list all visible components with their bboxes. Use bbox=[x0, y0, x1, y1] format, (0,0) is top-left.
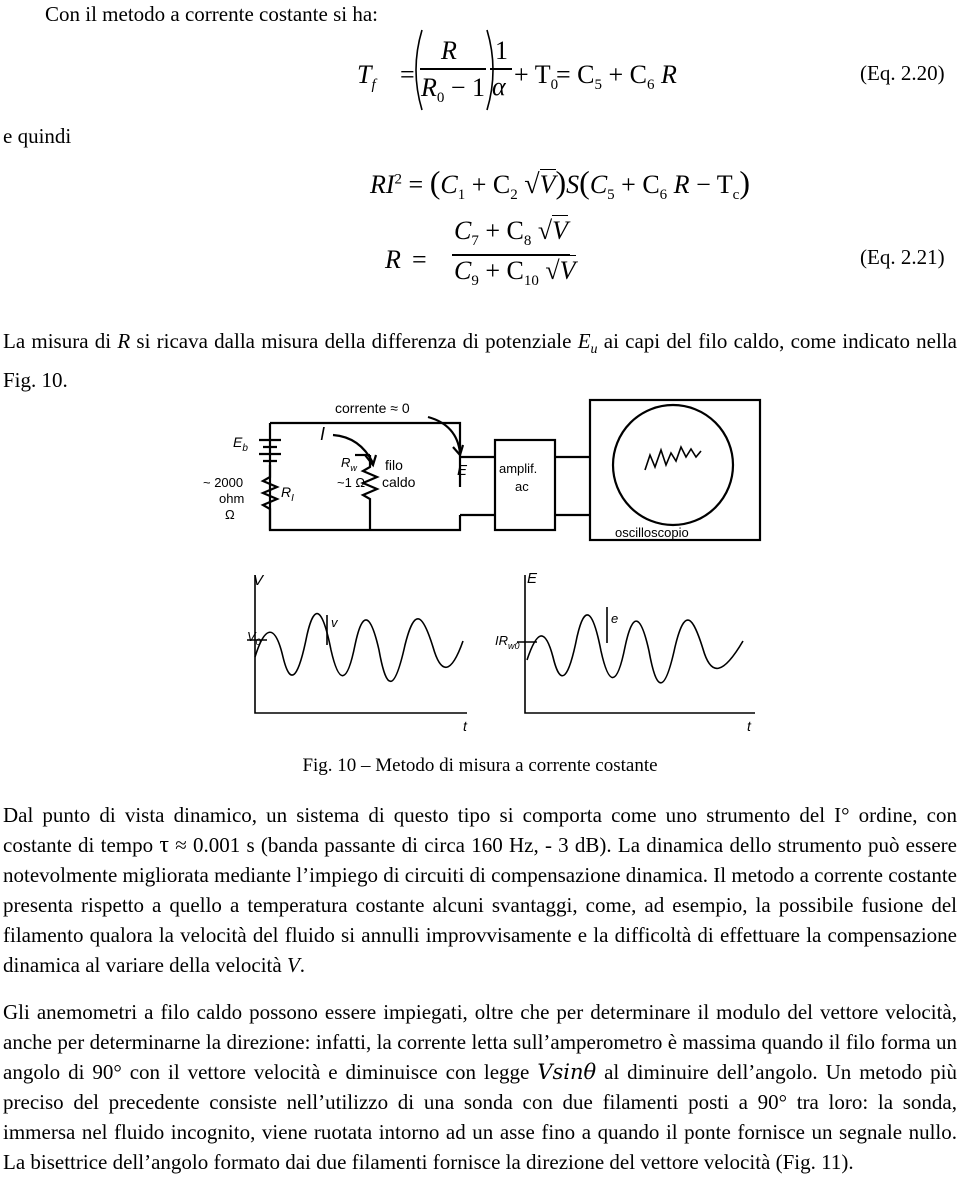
text-run: R bbox=[117, 329, 131, 353]
eq-operator: − T bbox=[696, 170, 733, 199]
eq-symbol: α bbox=[492, 72, 506, 101]
label-ohm-symbol: Ω bbox=[225, 507, 235, 522]
left-waveform bbox=[255, 614, 463, 682]
text-run: La misura di bbox=[3, 329, 118, 353]
text-run: Gli anemometri a filo caldo possono essere impiegati, oltre che per determinare il modulo del vettore velocità, anche per determinarne la direzione: infatti, la corrente letta sull’amperometro è massima quando il filo forma un angolo di 90° con il vettore velocità e diminuisce con legge bbox=[3, 1000, 957, 1084]
eq-symbol: C bbox=[454, 216, 472, 245]
eq-paren: ) bbox=[739, 164, 750, 200]
eq-number: 1 bbox=[495, 36, 508, 65]
label-r1 bbox=[281, 484, 294, 504]
eq-symbol: R bbox=[441, 36, 457, 65]
right-axes bbox=[525, 575, 755, 713]
eq-operator: = bbox=[400, 60, 415, 89]
label-eb bbox=[233, 434, 248, 454]
label-rw-sub: w bbox=[350, 463, 357, 473]
eq-operator: − 1 bbox=[450, 73, 486, 102]
equation-number: (Eq. 2.21) bbox=[860, 245, 945, 269]
text-run: τ bbox=[159, 832, 169, 858]
label-eb-sub: b bbox=[242, 443, 248, 454]
label-ir-sub: w0 bbox=[508, 641, 520, 651]
text-run: ≈ bbox=[169, 833, 193, 857]
eq-subscript: 6 bbox=[659, 187, 668, 204]
eq-operator: = bbox=[408, 170, 424, 199]
intro-text: Con il metodo a corrente costante si ha: bbox=[45, 2, 378, 26]
figure-10-diagram bbox=[195, 395, 775, 735]
eq-symbol: RI bbox=[370, 170, 395, 199]
oscilloscope-box bbox=[590, 400, 760, 540]
eq-paren: ( bbox=[429, 164, 441, 200]
label-i: I bbox=[320, 424, 326, 444]
label-r1-sub: I bbox=[291, 493, 294, 504]
quindi-text: e quindi bbox=[3, 124, 72, 148]
text-run: . bbox=[299, 953, 306, 977]
label-ohm-value: ~ 2000 bbox=[203, 475, 244, 490]
label-ir bbox=[495, 633, 520, 651]
eq-operator: + T bbox=[514, 60, 551, 89]
label-caldo: caldo bbox=[382, 474, 416, 490]
eq-subscript: 10 bbox=[523, 273, 539, 290]
text-run: Vsinθ bbox=[537, 1060, 597, 1084]
eq-subscript: c bbox=[732, 187, 740, 204]
eq-symbol: R bbox=[673, 170, 690, 199]
label-t-left: t bbox=[463, 718, 467, 734]
scope-wire bbox=[555, 457, 590, 515]
eq-subscript: 8 bbox=[523, 233, 532, 250]
eq-operator: = bbox=[412, 245, 427, 274]
label-r1-main: R bbox=[281, 484, 292, 500]
label-amplif: amplif. bbox=[499, 461, 538, 476]
equation-number: (Eq. 2.20) bbox=[860, 61, 945, 85]
eq-symbol: C bbox=[589, 170, 608, 199]
text-run: al diminuire dell’angolo. Un metodo più preciso del precedente consiste nell’utilizzo di una sonda con due filamenti posti a 90° tra loro: la sonda, immersa nel fluido incognito, viene ruotata intorno ad un asse fino a quando il ponte fornisce un segnale nullo. La bisettrice dell’angolo formato dai due filamenti fornisce la direzione del vettore velocità (Fig. 11). bbox=[3, 1060, 957, 1174]
eq-subscript: 9 bbox=[471, 273, 479, 290]
label-oscilloscopio: oscilloscopio bbox=[615, 525, 689, 540]
label-v-axis: V bbox=[253, 572, 264, 589]
oscilloscope-screen bbox=[613, 405, 733, 525]
eq-subscript: f bbox=[371, 77, 376, 94]
eq-subscript: 1 bbox=[457, 187, 466, 204]
eq-operator: + C bbox=[621, 170, 660, 199]
eq-subscript: 5 bbox=[607, 187, 615, 204]
text-run: 0.001 s (banda passante di circa 160 Hz, - 3 dB). La dinamica dello strumento può essere notevolmente migliorata mediante l’impiego di circuiti di compensazione dinamica. Il metodo a corrente costante presenta rispetto a quello a temperatura costante alcuni svantaggi, come, ad esempio, la possibile fusione del filamento qualora la velocità del fluido si annulli improvvisamente e la difficoltà di effettuare la compensazione dinamica al variare della velocità bbox=[3, 833, 958, 977]
label-e-axis: E bbox=[527, 570, 538, 587]
eq-symbol: T bbox=[357, 60, 372, 89]
equation-ri2 bbox=[370, 164, 750, 204]
eq-operator: + C bbox=[485, 256, 524, 285]
eq-operator: + C bbox=[485, 216, 524, 245]
label-rw bbox=[341, 455, 357, 473]
label-t-right: t bbox=[747, 718, 751, 734]
label-rw-value: ~1 Ω bbox=[337, 475, 366, 490]
text-run: V bbox=[286, 953, 300, 977]
eq-symbol: V bbox=[552, 216, 569, 245]
eq-paren: ( bbox=[579, 164, 590, 200]
text-run: si ricava dalla misura della differenza di potenziale bbox=[130, 329, 578, 353]
eq-symbol: S bbox=[566, 170, 580, 199]
figure-caption: Fig. 10 – Metodo di misura a corrente costante bbox=[302, 755, 658, 776]
eq-subscript: 2 bbox=[510, 187, 518, 204]
text-run: ai capi del filo caldo, come indicato nella Fig. 10. bbox=[3, 329, 957, 393]
eq-operator: = C bbox=[556, 60, 595, 89]
paragraph-direction bbox=[3, 997, 957, 1177]
label-ir-main: IR bbox=[495, 633, 508, 648]
label-ac: ac bbox=[515, 479, 529, 494]
paragraph-dynamics bbox=[3, 800, 957, 980]
label-eb-main: E bbox=[233, 434, 243, 450]
eq-symbol: V bbox=[559, 256, 576, 285]
scope-trace bbox=[645, 447, 701, 470]
eq-subscript: 6 bbox=[647, 77, 655, 94]
text-run: E bbox=[577, 329, 591, 353]
label-ohm-unit: ohm bbox=[219, 491, 245, 506]
label-corrente: corrente ≈ 0 bbox=[335, 400, 410, 416]
eq-subscript: 7 bbox=[471, 233, 479, 250]
label-rw-main: R bbox=[341, 455, 351, 470]
label-filo: filo bbox=[385, 457, 403, 473]
text-run: u bbox=[590, 342, 598, 358]
eq-superscript: 2 bbox=[394, 171, 403, 188]
eq-subscript: 5 bbox=[594, 77, 603, 94]
eq-operator: + C bbox=[608, 60, 648, 89]
eq-subscript: 0 bbox=[436, 90, 445, 107]
label-v0-main: V bbox=[247, 629, 256, 644]
left-axes bbox=[255, 575, 467, 713]
eq-symbol: C bbox=[454, 256, 472, 285]
eq-paren: ) bbox=[555, 164, 567, 200]
label-v0 bbox=[247, 629, 261, 647]
paragraph-measure bbox=[3, 326, 957, 395]
fraction-bar bbox=[420, 68, 486, 70]
fraction-bar bbox=[490, 68, 512, 70]
eq-symbol: R bbox=[661, 60, 677, 89]
eq-subscript: 0 bbox=[550, 77, 559, 94]
label-v-small: v bbox=[331, 615, 338, 630]
resistor-rw-icon bbox=[363, 455, 377, 530]
label-e-small: e bbox=[611, 611, 619, 626]
sqrt: √V bbox=[524, 169, 556, 200]
eq-operator: + C bbox=[471, 170, 511, 199]
text-run: Dal punto di vista dinamico, un sistema di questo tipo si comporta come uno strumento del I° ordine, con costante di tempo bbox=[3, 803, 957, 857]
right-waveform bbox=[527, 615, 743, 683]
eq-symbol: R bbox=[421, 73, 437, 102]
label-e-circuit: E bbox=[457, 462, 468, 479]
eq-symbol: C bbox=[440, 170, 458, 199]
label-v0-sub: 0 bbox=[255, 637, 261, 647]
eq-symbol: V bbox=[539, 170, 556, 199]
eq-symbol: R bbox=[385, 245, 401, 274]
